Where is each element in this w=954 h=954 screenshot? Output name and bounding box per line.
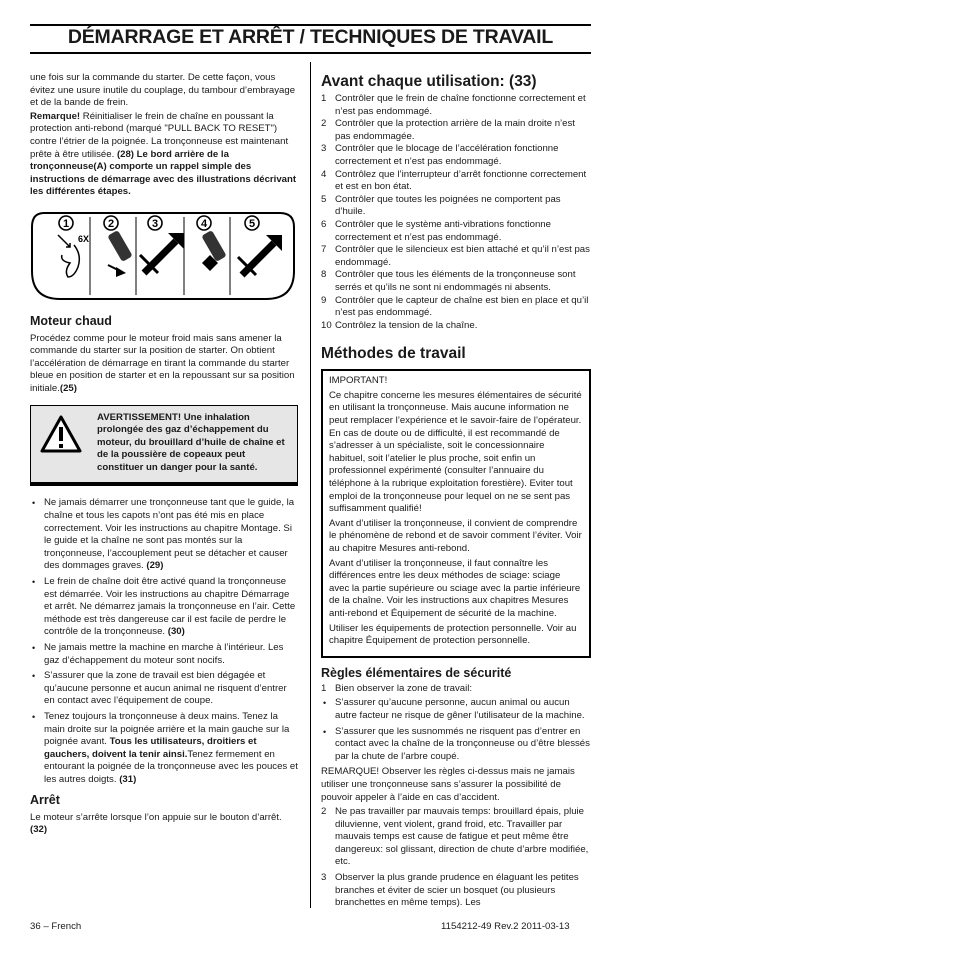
step-number-4: 4 xyxy=(200,217,208,230)
warning-text: AVERTISSEMENT! Une inhalation prolongée des gaz d’échappement du moteur, du brouillard d’huile de chaîne et de la poussière de copeaux peut constituer un danger pour la santé. xyxy=(97,411,285,473)
step-2 xyxy=(104,216,133,277)
remark-label: Remarque! xyxy=(30,110,81,122)
list-item: 8 Contrôler que tous les éléments de la tronçonneuse sont serrés et qu’ils ne sont ni endommagés ni absents. xyxy=(321,269,576,293)
list-item: • S’assurer qu’aucune personne, aucun animal ou aucun autre facteur ne risque de gêner l’utilisateur de la machine. xyxy=(321,697,591,722)
list-item: 10 Contrôlez la tension de la chaîne. xyxy=(321,319,478,331)
document-reference: 1154212-49 Rev.2 2011-03-13 xyxy=(441,921,570,932)
list-item: • Le frein de chaîne doit être activé quand la tronçonneuse est démarrée. Voir les instructions au chapitre Démarrage et arrêt. Ne démarrez jamais la tronçonneuse en l’air. Cette méthode est très dangereuse car il est facile de perdre le contrôle de la tronçonneuse. (30) xyxy=(30,576,298,639)
important-label: IMPORTANT! xyxy=(329,375,388,387)
step-1 xyxy=(58,216,89,277)
remark-bold: (28) Le bord arrière de la tronçonneuse(A) comporte un rappel simple des instructions de démarrage avec des illustrations décrivant les différentes étapes. xyxy=(30,148,297,198)
column-divider xyxy=(310,62,311,908)
list-item: 3 Observer la plus grande prudence en élaguant les petites branches et éviter de scier un bosquet (ou plusieurs branchettes en même temps). Les xyxy=(321,872,579,909)
list-item: 5 Contrôler que toutes les poignées ne comportent pas d’huile. xyxy=(321,193,561,218)
note-paragraph: REMARQUE! Observer les règles ci-dessus mais ne jamais utiliser une tronçonneuse sans s’assurer la possibilité de pouvoir appeler à l’aide en cas d’accident. xyxy=(321,766,575,803)
page-title: DÉMARRAGE ET ARRÊT / TECHNIQUES DE TRAVAIL xyxy=(67,26,554,48)
list-item: 2 Contrôler que la protection arrière de la main droite n’est pas endommagée. xyxy=(321,118,575,142)
list-item: 6 Contrôler que le système anti-vibrations fonctionne correctement et n’est pas endommagé. xyxy=(321,218,551,243)
intro-paragraph: une fois sur la commande du starter. De cette façon, vous évitez une usure inutile du couplage, du tambour d’embrayage et de la bande de frein. xyxy=(30,72,296,109)
list-item: 7 Contrôler que le silencieux est bien attaché et qu’il n’est pas endommagé. xyxy=(321,244,590,268)
safety-bullets xyxy=(30,497,298,786)
warm-engine-ref: (25) xyxy=(59,382,77,394)
list-item: 2 Ne pas travailler par mauvais temps: brouillard épais, pluie diluvienne, vent violent, grand froid, etc. Travailler par mauvais temps est cause de fatigue et peut même être dangereux: sol glissant, direction de chute d’arbre modifiée, etc. xyxy=(321,806,589,868)
list-item: • S’assurer que les susnommés ne risquent pas d’entrer en contact avec la chaîne de la tronçonneuse ou d’être blessés par la chute de l’arbre coupé. xyxy=(321,726,591,764)
checks-list xyxy=(321,93,591,332)
step-number-2: 2 xyxy=(107,217,115,230)
list-item: 4 Contrôlez que l’interrupteur d’arrêt fonctionne correctement et est en bon état. xyxy=(321,168,587,193)
stop-heading: Arrêt xyxy=(30,792,60,807)
before-use-heading: Avant chaque utilisation: (33) xyxy=(321,73,537,90)
step-number-1: 1 xyxy=(62,217,70,230)
header-bottom-rule xyxy=(30,52,591,54)
starting-steps-figure xyxy=(30,211,298,301)
list-item: 1 Bien observer la zone de travail: xyxy=(321,682,473,694)
list-item: 1 Contrôler que le frein de chaîne fonctionne correctement et n’est pas endommagé. xyxy=(321,93,586,117)
warning-icon xyxy=(39,414,83,454)
list-item: 3 Contrôler que le blocage de l’accélération fonctionne correctement et n’est pas endommagé. xyxy=(321,143,559,167)
step-number-5: 5 xyxy=(248,217,256,230)
important-paragraph: Ce chapitre concerne les mesures élémentaires de sécurité en utilisant la tronçonneuse. Mais aucune information ne peut remplacer l’expérience et le savoir-faire de l’opérateur. En cas de doute ou de difficulté, il est recommandé de s’adresser à un spécialiste, soit le concessionnaire habituel, soit l’atelier le plus proche, soit enfin un professionnel expérimenté (consulter l’annuaire du téléphone à la rubrique exploitation forestière). Eviter tout emploi de la tronçonneuse pour lequel on ne se sent pas suffisamment qualifié! xyxy=(329,389,582,515)
list-item: 9 Contrôler que le capteur de chaîne est bien en place et qu’il n’est pas endommagé. xyxy=(321,294,589,319)
step-4 xyxy=(197,216,227,271)
list-item: • Tenez toujours la tronçonneuse à deux mains. Tenez la main droite sur la poignée arrière et la main gauche sur la poignée avant. Tous les utilisateurs, droitiers et gauchers, doivent la tenir ainsi.Tenez fermement en entourant la poignée de la tronçonneuse avec les pouces et les autres doigts. (31) xyxy=(30,711,298,787)
rules-list-continued xyxy=(321,806,591,910)
warm-engine-text: Procédez comme pour le moteur froid mais sans amener la commande du starter sur la position de starter. On obtient l’accélération de démarrage en tirant la commande du starter bleue en position de starter et en la repoussant sur sa position initiale. xyxy=(30,332,295,394)
list-item: • Ne jamais mettre la machine en marche à l’intérieur. Les gaz d’échappement du moteur sont nocifs. xyxy=(30,642,298,667)
methods-heading: Méthodes de travail xyxy=(321,345,466,363)
warning-box xyxy=(30,405,298,484)
step-3 xyxy=(140,216,184,273)
list-item: • S’assurer que la zone de travail est bien dégagée et qu’aucune personne et aucun animal ne risquent d’entrer en contact avec l’équipement de coupe. xyxy=(30,670,298,708)
list-item: • Ne jamais démarrer une tronçonneuse tant que le guide, la chaîne et tous les capots n’ont pas été mis en place correctement. Voir les instructions au chapitre Montage. Si le guide et la chaîne ne sont pas montés sur la tronçonneuse, l’accouplement peut se détacher et causer des dommages graves. (29) xyxy=(30,497,298,573)
warm-engine-heading: Moteur chaud xyxy=(30,313,112,328)
page-number: 36 – French xyxy=(30,921,82,932)
step-number-3: 3 xyxy=(151,217,159,230)
repeat-label: 6X xyxy=(78,233,90,244)
important-paragraph: Avant d’utiliser la tronçonneuse, il convient de comprendre le phénomène de rebond et de savoir comment l’éviter. Voir au chapitre Mesures anti-rebond. xyxy=(329,517,582,554)
rules-heading: Règles élémentaires de sécurité xyxy=(321,665,512,680)
stop-paragraph: Le moteur s’arrête lorsque l’on appuie sur le bouton d’arrêt. (32) xyxy=(30,811,282,836)
rules-list xyxy=(321,683,591,696)
remark-paragraph xyxy=(30,111,298,199)
rule1-bullets xyxy=(321,697,591,763)
remark-text: Réinitialiser le frein de chaîne en poussant la protection anti-rebond (marqué "PULL BACK TO RESET") contre l’étrier de la poignée. La tronçonneuse est maintenant prête à être utilisée. xyxy=(30,110,289,160)
right-column xyxy=(321,72,591,910)
step-5 xyxy=(238,216,282,275)
important-box xyxy=(321,369,591,657)
warm-engine-paragraph xyxy=(30,333,298,396)
important-paragraph: Utiliser les équipements de protection personnelle. Voir au chapitre Équipement de protection personnelle. xyxy=(329,622,577,647)
left-column xyxy=(30,72,298,837)
important-paragraph: Avant d’utiliser la tronçonneuse, il faut connaître les différences entre les deux méthodes de sciage: sciage avec la partie supérieure ou sciage avec la partie inférieure de la chaîne. Voir les instructions aux chapitres Mesures anti-rebond et Équipement de sécurité de la machine. xyxy=(329,557,581,619)
